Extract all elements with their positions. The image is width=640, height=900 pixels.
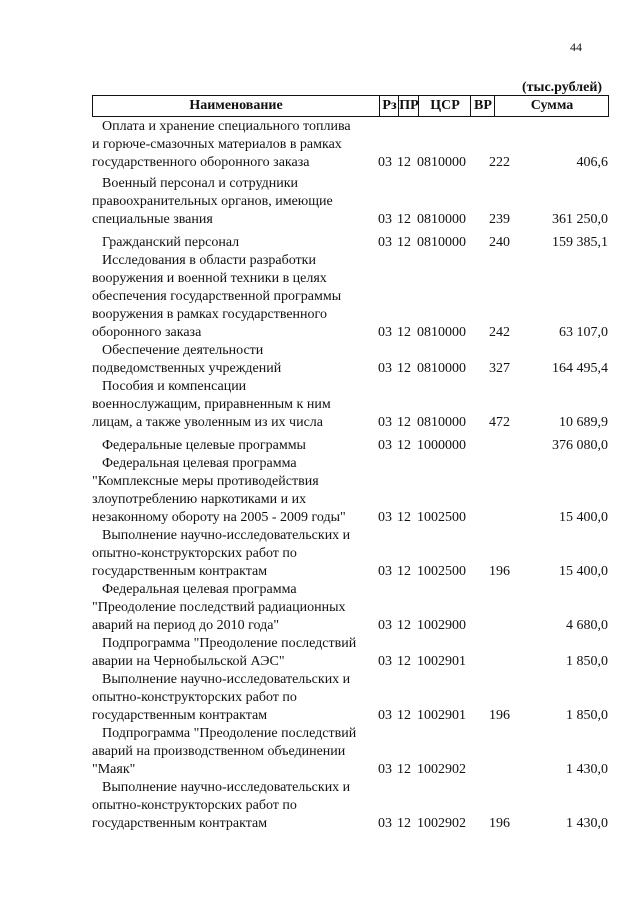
table-row bbox=[92, 234, 612, 252]
table-row bbox=[92, 378, 612, 432]
row-codes bbox=[378, 563, 517, 581]
column-header-pr: ПР bbox=[398, 96, 419, 116]
row-sum: 361 250,0 bbox=[552, 212, 608, 227]
row-vr: 196 bbox=[489, 816, 510, 831]
row-sum: 10 689,9 bbox=[559, 415, 608, 430]
row-name-line: Выполнение научно-исследовательских и bbox=[102, 672, 351, 687]
row-name bbox=[92, 671, 378, 725]
row-name-line: Подпрограмма "Преодоление последствий bbox=[102, 726, 357, 741]
row-codes bbox=[378, 761, 517, 779]
table-row bbox=[92, 725, 612, 779]
row-csr: 0810000 bbox=[417, 415, 466, 430]
row-codes bbox=[378, 234, 517, 252]
row-name bbox=[92, 175, 378, 229]
row-rz: 03 bbox=[378, 708, 392, 723]
row-pr: 12 bbox=[397, 618, 411, 633]
row-name-line: военнослужащим, приравненным к ним bbox=[92, 397, 331, 412]
row-name-line: опытно-конструкторских работ по bbox=[92, 690, 297, 705]
row-codes bbox=[378, 653, 517, 671]
row-rz: 03 bbox=[378, 816, 392, 831]
row-rz: 03 bbox=[378, 155, 392, 170]
row-csr: 1002902 bbox=[417, 762, 466, 777]
row-rz: 03 bbox=[378, 212, 392, 227]
row-rz: 03 bbox=[378, 415, 392, 430]
table-row bbox=[92, 455, 612, 527]
row-name bbox=[92, 437, 378, 455]
row-rz: 03 bbox=[378, 618, 392, 633]
table-body bbox=[92, 118, 612, 833]
row-name-line: вооружения и военной техники в целях bbox=[92, 271, 327, 286]
row-name bbox=[92, 779, 378, 833]
row-name-line: государственного оборонного заказа bbox=[92, 155, 310, 170]
units-label: (тыс.рублей) bbox=[522, 80, 603, 95]
table-row bbox=[92, 581, 612, 635]
row-sum: 164 495,4 bbox=[552, 361, 608, 376]
table-row bbox=[92, 252, 612, 342]
row-name-line: Пособия и компенсации bbox=[102, 379, 247, 394]
row-pr: 12 bbox=[397, 564, 411, 579]
row-vr: 240 bbox=[489, 235, 510, 250]
row-rz: 03 bbox=[378, 361, 392, 376]
row-name-line: Оплата и хранение специального топлива bbox=[102, 119, 351, 134]
row-pr: 12 bbox=[397, 415, 411, 430]
row-name-line: аварий на период до 2010 года" bbox=[92, 618, 280, 633]
row-csr: 1002500 bbox=[417, 564, 466, 579]
row-codes bbox=[378, 324, 517, 342]
page-number: 44 bbox=[570, 40, 582, 54]
row-name-line: Военный персонал и сотрудники bbox=[102, 176, 298, 191]
row-name bbox=[92, 234, 378, 252]
row-csr: 0810000 bbox=[417, 155, 466, 170]
row-sum: 1 430,0 bbox=[566, 762, 608, 777]
table-row bbox=[92, 118, 612, 172]
row-name-line: опытно-конструкторских работ по bbox=[92, 546, 297, 561]
row-codes bbox=[378, 360, 517, 378]
row-sum: 4 680,0 bbox=[566, 618, 608, 633]
row-name-line: правоохранительных органов, имеющие bbox=[92, 194, 333, 209]
row-name-line: "Преодоление последствий радиационных bbox=[92, 600, 346, 615]
row-sum: 15 400,0 bbox=[559, 510, 608, 525]
row-name-line: "Маяк" bbox=[92, 762, 136, 777]
row-sum: 1 850,0 bbox=[566, 708, 608, 723]
row-sum: 376 080,0 bbox=[552, 438, 608, 453]
row-sum: 1 850,0 bbox=[566, 654, 608, 669]
row-pr: 12 bbox=[397, 212, 411, 227]
row-pr: 12 bbox=[397, 762, 411, 777]
row-vr: 472 bbox=[489, 415, 510, 430]
row-pr: 12 bbox=[397, 361, 411, 376]
row-csr: 0810000 bbox=[417, 325, 466, 340]
table-row bbox=[92, 437, 612, 455]
row-name-line: оборонного заказа bbox=[92, 325, 202, 340]
row-csr: 1002500 bbox=[417, 510, 466, 525]
row-rz: 03 bbox=[378, 235, 392, 250]
row-pr: 12 bbox=[397, 510, 411, 525]
row-vr: 327 bbox=[489, 361, 510, 376]
row-csr: 0810000 bbox=[417, 212, 466, 227]
row-pr: 12 bbox=[397, 155, 411, 170]
row-sum: 159 385,1 bbox=[552, 235, 608, 250]
row-name bbox=[92, 581, 378, 635]
row-codes bbox=[378, 815, 517, 833]
row-name bbox=[92, 527, 378, 581]
column-header-vr: ВР bbox=[470, 96, 495, 116]
row-pr: 12 bbox=[397, 708, 411, 723]
row-name-line: обеспечения государственной программы bbox=[92, 289, 342, 304]
row-codes bbox=[378, 154, 517, 172]
row-pr: 12 bbox=[397, 235, 411, 250]
row-sum: 15 400,0 bbox=[559, 564, 608, 579]
row-codes bbox=[378, 437, 517, 455]
row-name-line: аварий на производственном объединении bbox=[92, 744, 346, 759]
row-vr: 196 bbox=[489, 708, 510, 723]
row-name-line: Федеральная целевая программа bbox=[102, 456, 297, 471]
row-csr: 0810000 bbox=[417, 361, 466, 376]
row-name-line: "Комплексные меры противодействия bbox=[92, 474, 319, 489]
row-name bbox=[92, 252, 378, 342]
row-codes bbox=[378, 509, 517, 527]
row-name-line: злоупотреблению наркотиками и их bbox=[92, 492, 307, 507]
row-name-line: Гражданский персонал bbox=[102, 235, 240, 250]
row-name-line: незаконному обороту на 2005 - 2009 годы" bbox=[92, 510, 346, 525]
column-header-rz: Рз bbox=[379, 96, 399, 116]
row-name-line: Федеральные целевые программы bbox=[102, 438, 306, 453]
row-name-line: государственным контрактам bbox=[92, 816, 268, 831]
row-name-line: Исследования в области разработки bbox=[102, 253, 316, 268]
row-name-line: государственным контрактам bbox=[92, 564, 268, 579]
row-codes bbox=[378, 617, 517, 635]
table-header bbox=[92, 95, 609, 117]
row-name bbox=[92, 378, 378, 432]
row-sum: 1 430,0 bbox=[566, 816, 608, 831]
row-csr: 1000000 bbox=[417, 438, 466, 453]
table-row bbox=[92, 527, 612, 581]
row-sum: 406,6 bbox=[576, 155, 608, 170]
column-header-sum: Сумма bbox=[494, 96, 609, 116]
row-codes bbox=[378, 707, 517, 725]
row-codes bbox=[378, 211, 517, 229]
row-name bbox=[92, 118, 378, 172]
table-row bbox=[92, 342, 612, 378]
row-pr: 12 bbox=[397, 438, 411, 453]
row-name-line: Обеспечение деятельности bbox=[102, 343, 264, 358]
row-csr: 1002902 bbox=[417, 816, 466, 831]
row-csr: 1002901 bbox=[417, 654, 466, 669]
row-name-line: специальные звания bbox=[92, 212, 213, 227]
row-rz: 03 bbox=[378, 510, 392, 525]
row-csr: 1002901 bbox=[417, 708, 466, 723]
row-vr: 239 bbox=[489, 212, 510, 227]
row-pr: 12 bbox=[397, 654, 411, 669]
row-name bbox=[92, 342, 378, 378]
column-header-csr: ЦСР bbox=[418, 96, 471, 116]
row-vr: 196 bbox=[489, 564, 510, 579]
row-vr: 242 bbox=[489, 325, 510, 340]
row-csr: 0810000 bbox=[417, 235, 466, 250]
table-row bbox=[92, 779, 612, 833]
column-header-name: Наименование bbox=[189, 98, 283, 113]
row-name-line: Выполнение научно-исследовательских и bbox=[102, 780, 351, 795]
row-rz: 03 bbox=[378, 564, 392, 579]
row-csr: 1002900 bbox=[417, 618, 466, 633]
row-name-line: Федеральная целевая программа bbox=[102, 582, 297, 597]
table-row bbox=[92, 671, 612, 725]
row-name-line: лицам, а также уволенным из их числа bbox=[92, 415, 324, 430]
row-name bbox=[92, 455, 378, 527]
row-name-line: вооружения в рамках государственного bbox=[92, 307, 327, 322]
row-name-line: Выполнение научно-исследовательских и bbox=[102, 528, 351, 543]
row-name bbox=[92, 725, 378, 779]
row-pr: 12 bbox=[397, 325, 411, 340]
row-rz: 03 bbox=[378, 325, 392, 340]
row-name-line: государственным контрактам bbox=[92, 708, 268, 723]
row-name-line: Подпрограмма "Преодоление последствий bbox=[102, 636, 357, 651]
row-name-line: опытно-конструкторских работ по bbox=[92, 798, 297, 813]
row-codes bbox=[378, 414, 517, 432]
row-name-line: аварии на Чернобыльской АЭС" bbox=[92, 654, 285, 669]
row-rz: 03 bbox=[378, 762, 392, 777]
row-sum: 63 107,0 bbox=[559, 325, 608, 340]
row-name-line: и горюче-смазочных материалов в рамках bbox=[92, 137, 342, 152]
row-vr: 222 bbox=[489, 155, 510, 170]
row-name-line: подведомственных учреждений bbox=[92, 361, 282, 376]
row-pr: 12 bbox=[397, 816, 411, 831]
table-row bbox=[92, 175, 612, 229]
row-rz: 03 bbox=[378, 438, 392, 453]
row-rz: 03 bbox=[378, 654, 392, 669]
table-row bbox=[92, 635, 612, 671]
row-name bbox=[92, 635, 378, 671]
